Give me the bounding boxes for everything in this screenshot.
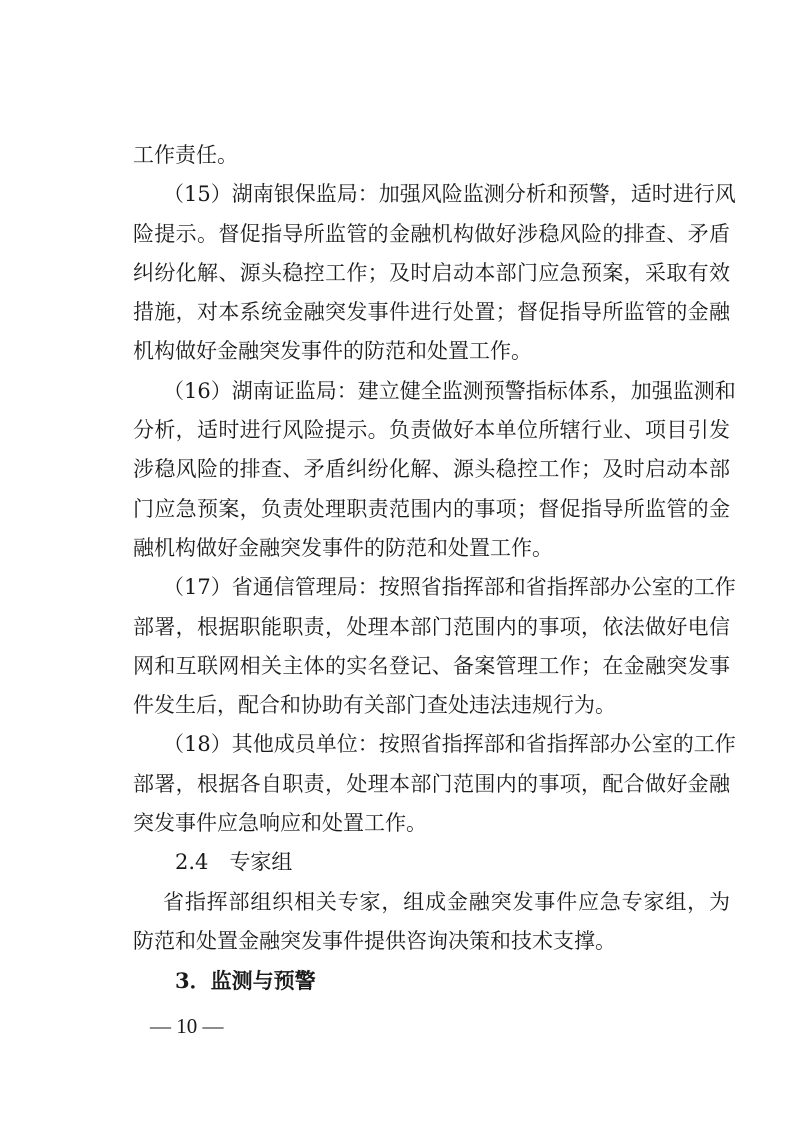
text-line: 防范和处置金融突发事件提供咨询决策和技术支撑。	[133, 928, 616, 953]
paragraph	[133, 568, 736, 725]
text-line: 机构做好金融突发事件的防范和处置工作。	[133, 339, 532, 364]
text-line: 纠纷化解、源头稳控工作；及时启动本部门应急预案，采取有效	[133, 260, 730, 285]
text-line: （16）湖南证监局：建立健全监测预警指标体系，加强监测和	[163, 378, 736, 403]
text-line: 部署，根据各自职责，处理本部门范围内的事项，配合做好金融	[133, 771, 730, 796]
text-line: 3．监测与预警	[175, 968, 316, 994]
text-line: 分析，适时进行风险提示。负责做好本单位所辖行业、项目引发	[133, 418, 730, 443]
text-line: 2.4 专家组	[175, 850, 293, 875]
paragraph	[133, 883, 730, 962]
page-number: — 10 —	[150, 1014, 224, 1038]
paragraph	[133, 372, 736, 568]
text-line: 突发事件应急响应和处置工作。	[133, 811, 427, 836]
paragraph	[133, 136, 730, 175]
text-line: 险提示。督促指导所监管的金融机构做好涉稳风险的排查、矛盾	[133, 221, 730, 246]
section-heading	[133, 843, 730, 882]
text-line: 省指挥部组织相关专家，组成金融突发事件应急专家组，为	[163, 889, 730, 914]
text-line: 门应急预案，负责处理职责范围内的事项；督促指导所监管的金	[133, 496, 730, 521]
text-line: （17）省通信管理局：按照省指挥部和省指挥部办公室的工作	[163, 575, 736, 600]
text-line: 部署，根据职能职责，处理本部门范围内的事项，依法做好电信	[133, 614, 730, 639]
text-line: （15）湖南银保监局：加强风险监测分析和预警，适时进行风	[163, 182, 736, 207]
document-body	[133, 136, 736, 1001]
text-line: 工作责任。	[133, 143, 238, 167]
paragraph	[133, 175, 736, 371]
text-line: 涉稳风险的排查、矛盾纠纷化解、源头稳控工作；及时启动本部	[133, 457, 730, 482]
text-line: 网和互联网相关主体的实名登记、备案管理工作；在金融突发事	[133, 653, 730, 678]
paragraph	[133, 725, 736, 843]
text-line: 融机构做好金融突发事件的防范和处置工作。	[133, 535, 553, 560]
section-heading	[133, 961, 730, 1000]
text-line: （18）其他成员单位：按照省指挥部和省指挥部办公室的工作	[163, 732, 736, 757]
text-line: 件发生后，配合和协助有关部门查处违法违规行为。	[133, 693, 616, 718]
text-line: 措施，对本系统金融突发事件进行处置；督促指导所监管的金融	[133, 300, 730, 325]
